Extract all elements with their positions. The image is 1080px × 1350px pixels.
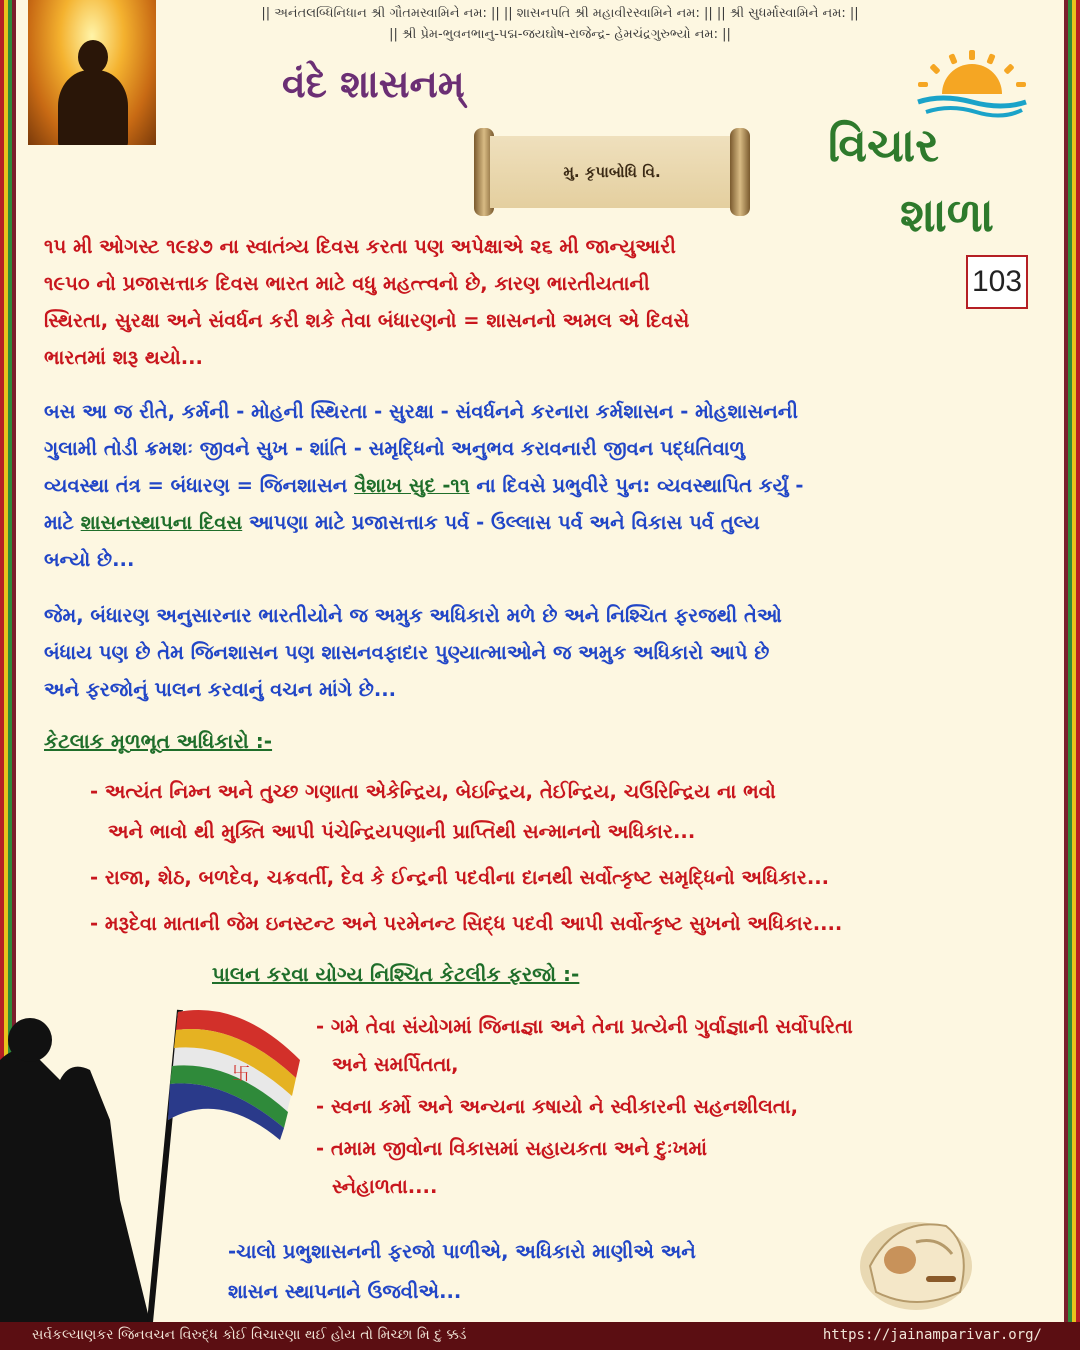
author-scroll — [474, 128, 750, 216]
closing-line: -ચાલો પ્રભુશાસનની ફરજો પાળીએ, અધિકારો માણીએ અને — [228, 1240, 696, 1263]
rights-heading: કેટલાક મૂળભૂત અધિકારો :- — [44, 729, 273, 753]
duties-item: - સ્વના કર્મો અને અન્યના કષાયો ને સ્વીકારની સહનશીલતા, — [316, 1095, 799, 1118]
invocation-line-2: || શ્રી પ્રેમ-ભુવનભાનુ-પદ્મ-જયઘોષ-રાજેન્દ્ર- હેમચંદ્રગુરુભ્યો નમ: || — [389, 27, 731, 42]
footer-bar — [0, 1322, 1080, 1350]
line-text: માટે — [44, 511, 81, 534]
rights-intro-line: જેમ, બંધારણ અનુસારનાર ભારતીયોને જ અમુક અધિકારો મળે છે અને નિશ્ચિત ફરજથી તેઓ — [44, 604, 782, 627]
jinshasan-line: બસ આ જ રીતે, કર્મની - મોહની સ્થિરતા - સુરક્ષા - સંવર્ધનને કરનારા કર્મશાસન - મોહશાસનની — [44, 400, 798, 423]
duties-list — [316, 1008, 853, 1206]
highlight-date: વૈશાખ સુદ -૧૧ — [354, 474, 470, 497]
page-title: વંદે શાસનમ્ — [282, 62, 465, 106]
duties-heading: પાલન કરવા યોગ્ય નિશ્ચિત કેટલીક ફરજો :- — [212, 962, 580, 986]
rights-list — [90, 772, 842, 944]
closing-line: શાસન સ્થાપનાને ઉજવીએ... — [228, 1280, 462, 1303]
right-decorative-border — [1064, 0, 1080, 1350]
rights-intro-paragraph — [44, 597, 782, 708]
intro-line: ૧૫ મી ઓગસ્ટ ૧૯૪૭ ના સ્વાતંત્ર્ય દિવસ કરતા પણ અપેક્ષાએ ૨૬ મી જાન્યુઆરી — [44, 235, 676, 258]
rights-item-continuation: અને ભાવો થી મુક્તિ આપી પંચેન્દ્રિયપણાની પ્રાપ્તિથી સન્માનનો અધિકાર... — [108, 820, 696, 843]
brand-vichar: વિચાર — [828, 118, 939, 172]
flag-bearer-silhouette-icon — [0, 1000, 310, 1322]
jinshasan-line: બન્યો છે... — [44, 548, 135, 571]
footer-message: સર્વકલ્યાણકર જિનવચન વિરુદ્ધ કોઈ વિચારણા થઈ હોય તો મિચ્છા મિ દુ ક્કડં — [32, 1327, 467, 1343]
jinshasan-line: ગુલામી તોડી ક્રમશઃ જીવને સુખ - શાંતિ - સમૃદ્ધિનો અનુભવ કરાવનારી જીવન પદ્ધતિવાળુ — [44, 437, 745, 460]
rights-item: - મરૂદેવા માતાની જેમ ઇનસ્ટન્ટ અને પરમેનન્ટ સિદ્ધ પદવી આપી સર્વોત્કૃષ્ટ સુખનો અધિકાર.... — [90, 912, 843, 935]
jain-idol-image — [28, 0, 156, 145]
jinshasan-paragraph — [44, 393, 803, 578]
brand-shala: શાળા — [900, 188, 994, 242]
duties-item-continuation: અને સમર્પિતતા, — [332, 1053, 459, 1076]
duties-item-continuation: સ્નેહાળતા.... — [332, 1175, 438, 1198]
intro-line: ૧૯૫૦ નો પ્રજાસત્તાક દિવસ ભારત માટે વધુ મહત્ત્વનો છે, કારણ ભારતીયતાની — [44, 272, 650, 295]
line-text: આપણા માટે પ્રજાસત્તાક પર્વ - ઉલ્લાસ પર્વ અને વિકાસ પર્વ તુલ્ય — [242, 511, 760, 534]
rights-intro-line: અને ફરજોનું પાલન કરવાનું વચન માંગે છે... — [44, 678, 397, 701]
highlight-day: શાસનસ્થાપના દિવસ — [80, 511, 243, 534]
website-link[interactable]: https://jainamparivar.org/ — [822, 1327, 1042, 1343]
line-text: વ્યવસ્થા તંત્ર = બંધારણ = જિનશાસન — [44, 474, 355, 497]
svg-text:卐: 卐 — [232, 1064, 250, 1085]
invocation-line-1: || અનંતલબ્ધિનિધાન શ્રી ગૌતમસ્વામિને નમ: || || શાસનપતિ શ્રી મહાવીરસ્વામિને નમ: || || શ્રી સુધર્માસ્વામિને નમ: || — [261, 6, 859, 21]
jinshasan-line — [44, 504, 803, 541]
intro-paragraph — [44, 228, 689, 376]
sunrise-logo-icon — [912, 50, 1032, 122]
line-text: ના દિવસે પ્રભુવીરે પુન: વ્યવસ્થાપિત કર્યું - — [469, 474, 804, 497]
intro-line: ભારતમાં શરૂ થયો... — [44, 346, 203, 369]
bowing-monk-icon — [856, 1196, 976, 1314]
duties-item: - તમામ જીવોના વિકાસમાં સહાયકતા અને દુઃખમાં — [316, 1137, 708, 1160]
rights-intro-line: બંધાય પણ છે તેમ જિનશાસન પણ શાસનવફાદાર પુણ્યાત્માઓને જ અમુક અધિકારો આપે છે — [44, 641, 770, 664]
issue-number: 103 — [966, 255, 1028, 309]
rights-item: - અત્યંત નિમ્ન અને તુચ્છ ગણાતા એકેન્દ્રિય, બેઇન્દ્રિય, તેઈન્દ્રિય, ચઉરિન્દ્રિય ના ભવો — [90, 780, 776, 803]
duties-item: - ગમે તેવા સંયોગમાં જિનાજ્ઞા અને તેના પ્રત્યેની ગુર્વાજ્ઞાની સર્વોપરિતા — [316, 1015, 853, 1038]
intro-line: સ્થિરતા, સુરક્ષા અને સંવર્ધન કરી શકે તેવા બંધારણનો = શાસનનો અમલ એ દિવસે — [44, 309, 690, 332]
author-name: મુ. કૃપાબોધિ વિ. — [563, 163, 661, 181]
jinshasan-line — [44, 467, 803, 504]
rights-item: - રાજા, શેઠ, બળદેવ, ચક્રવર્તી, દેવ કે ઈન્દ્રની પદવીના દાનથી સર્વોત્કૃષ્ટ સમૃદ્ધિનો અધિકાર... — [90, 866, 830, 889]
